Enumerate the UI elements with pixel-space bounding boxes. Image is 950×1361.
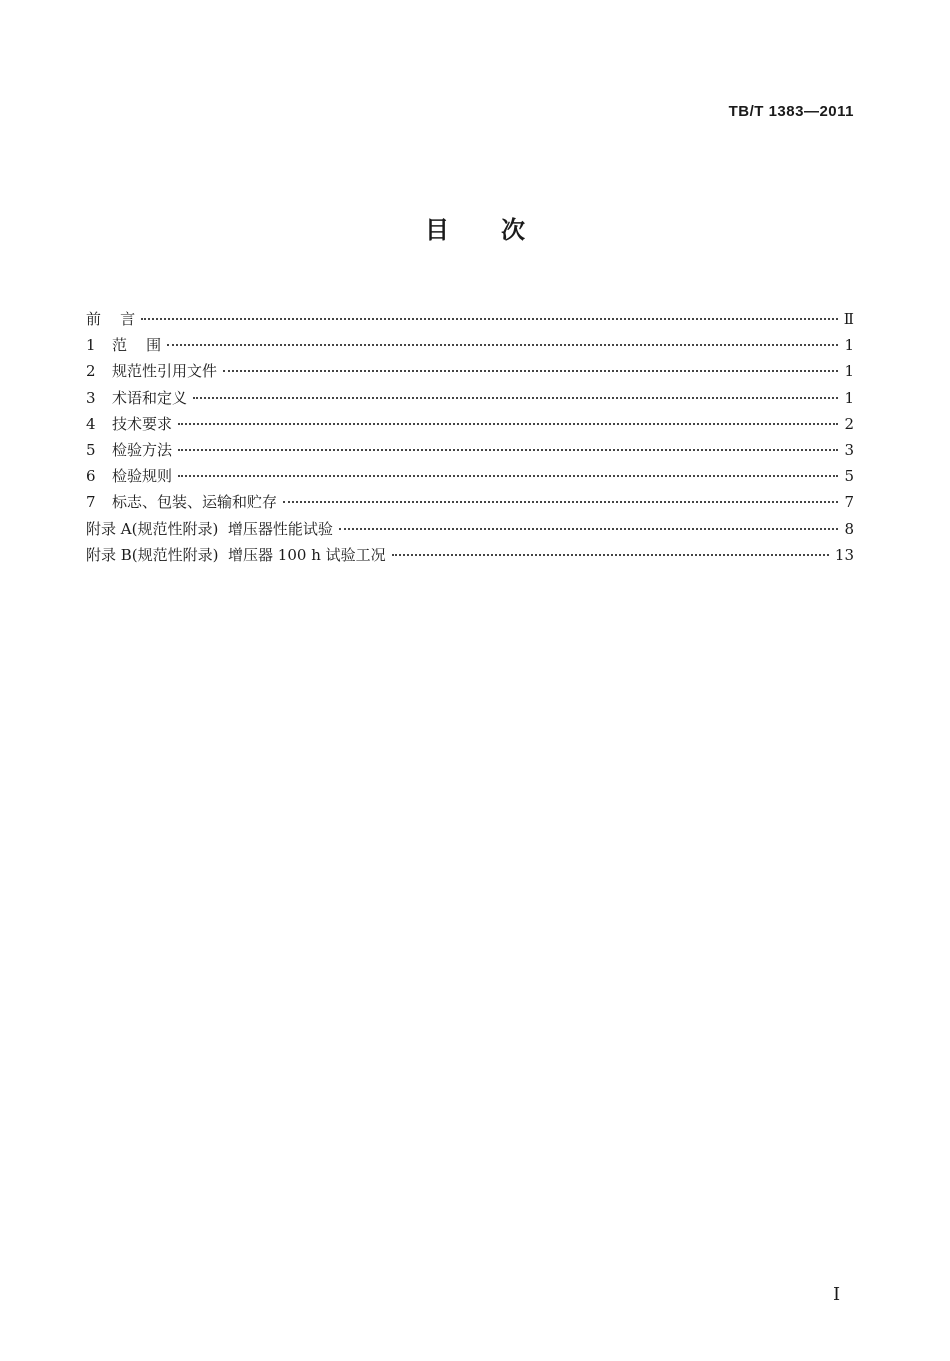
toc-entry-marking-packaging[interactable] xyxy=(86,491,854,517)
table-of-contents xyxy=(86,308,854,570)
toc-number: 7 xyxy=(86,493,96,512)
toc-entry-test-methods[interactable] xyxy=(86,439,854,465)
toc-page: Ⅱ xyxy=(843,310,854,328)
title-char-1: 目 xyxy=(425,216,449,244)
page-number: Ⅰ xyxy=(833,1284,841,1305)
toc-page: 3 xyxy=(844,440,854,459)
toc-label: 规范性引用文件 xyxy=(112,362,218,381)
toc-leader xyxy=(339,528,838,530)
toc-leader xyxy=(178,449,838,451)
toc-leader xyxy=(141,318,838,320)
toc-number: 4 xyxy=(86,414,96,433)
toc-label: 附录 A(规范性附录) 增压器性能试验 xyxy=(86,519,333,538)
toc-entry-normative-references[interactable] xyxy=(86,360,854,386)
toc-label: 范 围 xyxy=(112,336,162,355)
toc-label: 检验方法 xyxy=(112,440,173,459)
toc-page: 7 xyxy=(844,493,854,512)
title-char-2: 次 xyxy=(501,216,525,244)
toc-entry-foreword[interactable] xyxy=(86,308,854,334)
toc-page: 5 xyxy=(844,467,854,486)
toc-leader xyxy=(167,344,838,346)
standard-code: TB/T 1383—2011 xyxy=(728,103,854,120)
toc-page: 2 xyxy=(844,414,854,433)
page-title xyxy=(0,210,950,245)
toc-number: 6 xyxy=(86,467,96,486)
toc-page: 1 xyxy=(844,336,854,355)
toc-label: 技术要求 xyxy=(112,414,173,433)
toc-entry-annex-a[interactable] xyxy=(86,518,854,544)
toc-entry-scope[interactable] xyxy=(86,334,854,360)
toc-page: 1 xyxy=(844,388,854,407)
toc-leader xyxy=(392,554,829,556)
toc-leader xyxy=(283,501,838,503)
toc-page: 1 xyxy=(844,362,854,381)
toc-leader xyxy=(178,423,838,425)
toc-label: 标志、包装、运输和贮存 xyxy=(112,493,278,512)
toc-number: 1 xyxy=(86,336,96,355)
toc-number: 5 xyxy=(86,440,96,459)
toc-entry-inspection-rules[interactable] xyxy=(86,465,854,491)
toc-page: 13 xyxy=(834,545,854,564)
toc-entry-technical-requirements[interactable] xyxy=(86,413,854,439)
toc-label: 术语和定义 xyxy=(112,388,188,407)
toc-entry-terms[interactable] xyxy=(86,387,854,413)
toc-leader xyxy=(223,370,838,372)
toc-number: 3 xyxy=(86,388,96,407)
toc-label: 检验规则 xyxy=(112,467,173,486)
toc-label: 前 言 xyxy=(86,310,136,328)
toc-label: 附录 B(规范性附录) 增压器 100 h 试验工况 xyxy=(86,545,386,564)
toc-leader xyxy=(193,397,838,399)
toc-leader xyxy=(178,475,838,477)
toc-number: 2 xyxy=(86,362,96,381)
toc-entry-annex-b[interactable] xyxy=(86,544,854,570)
toc-page: 8 xyxy=(844,519,854,538)
